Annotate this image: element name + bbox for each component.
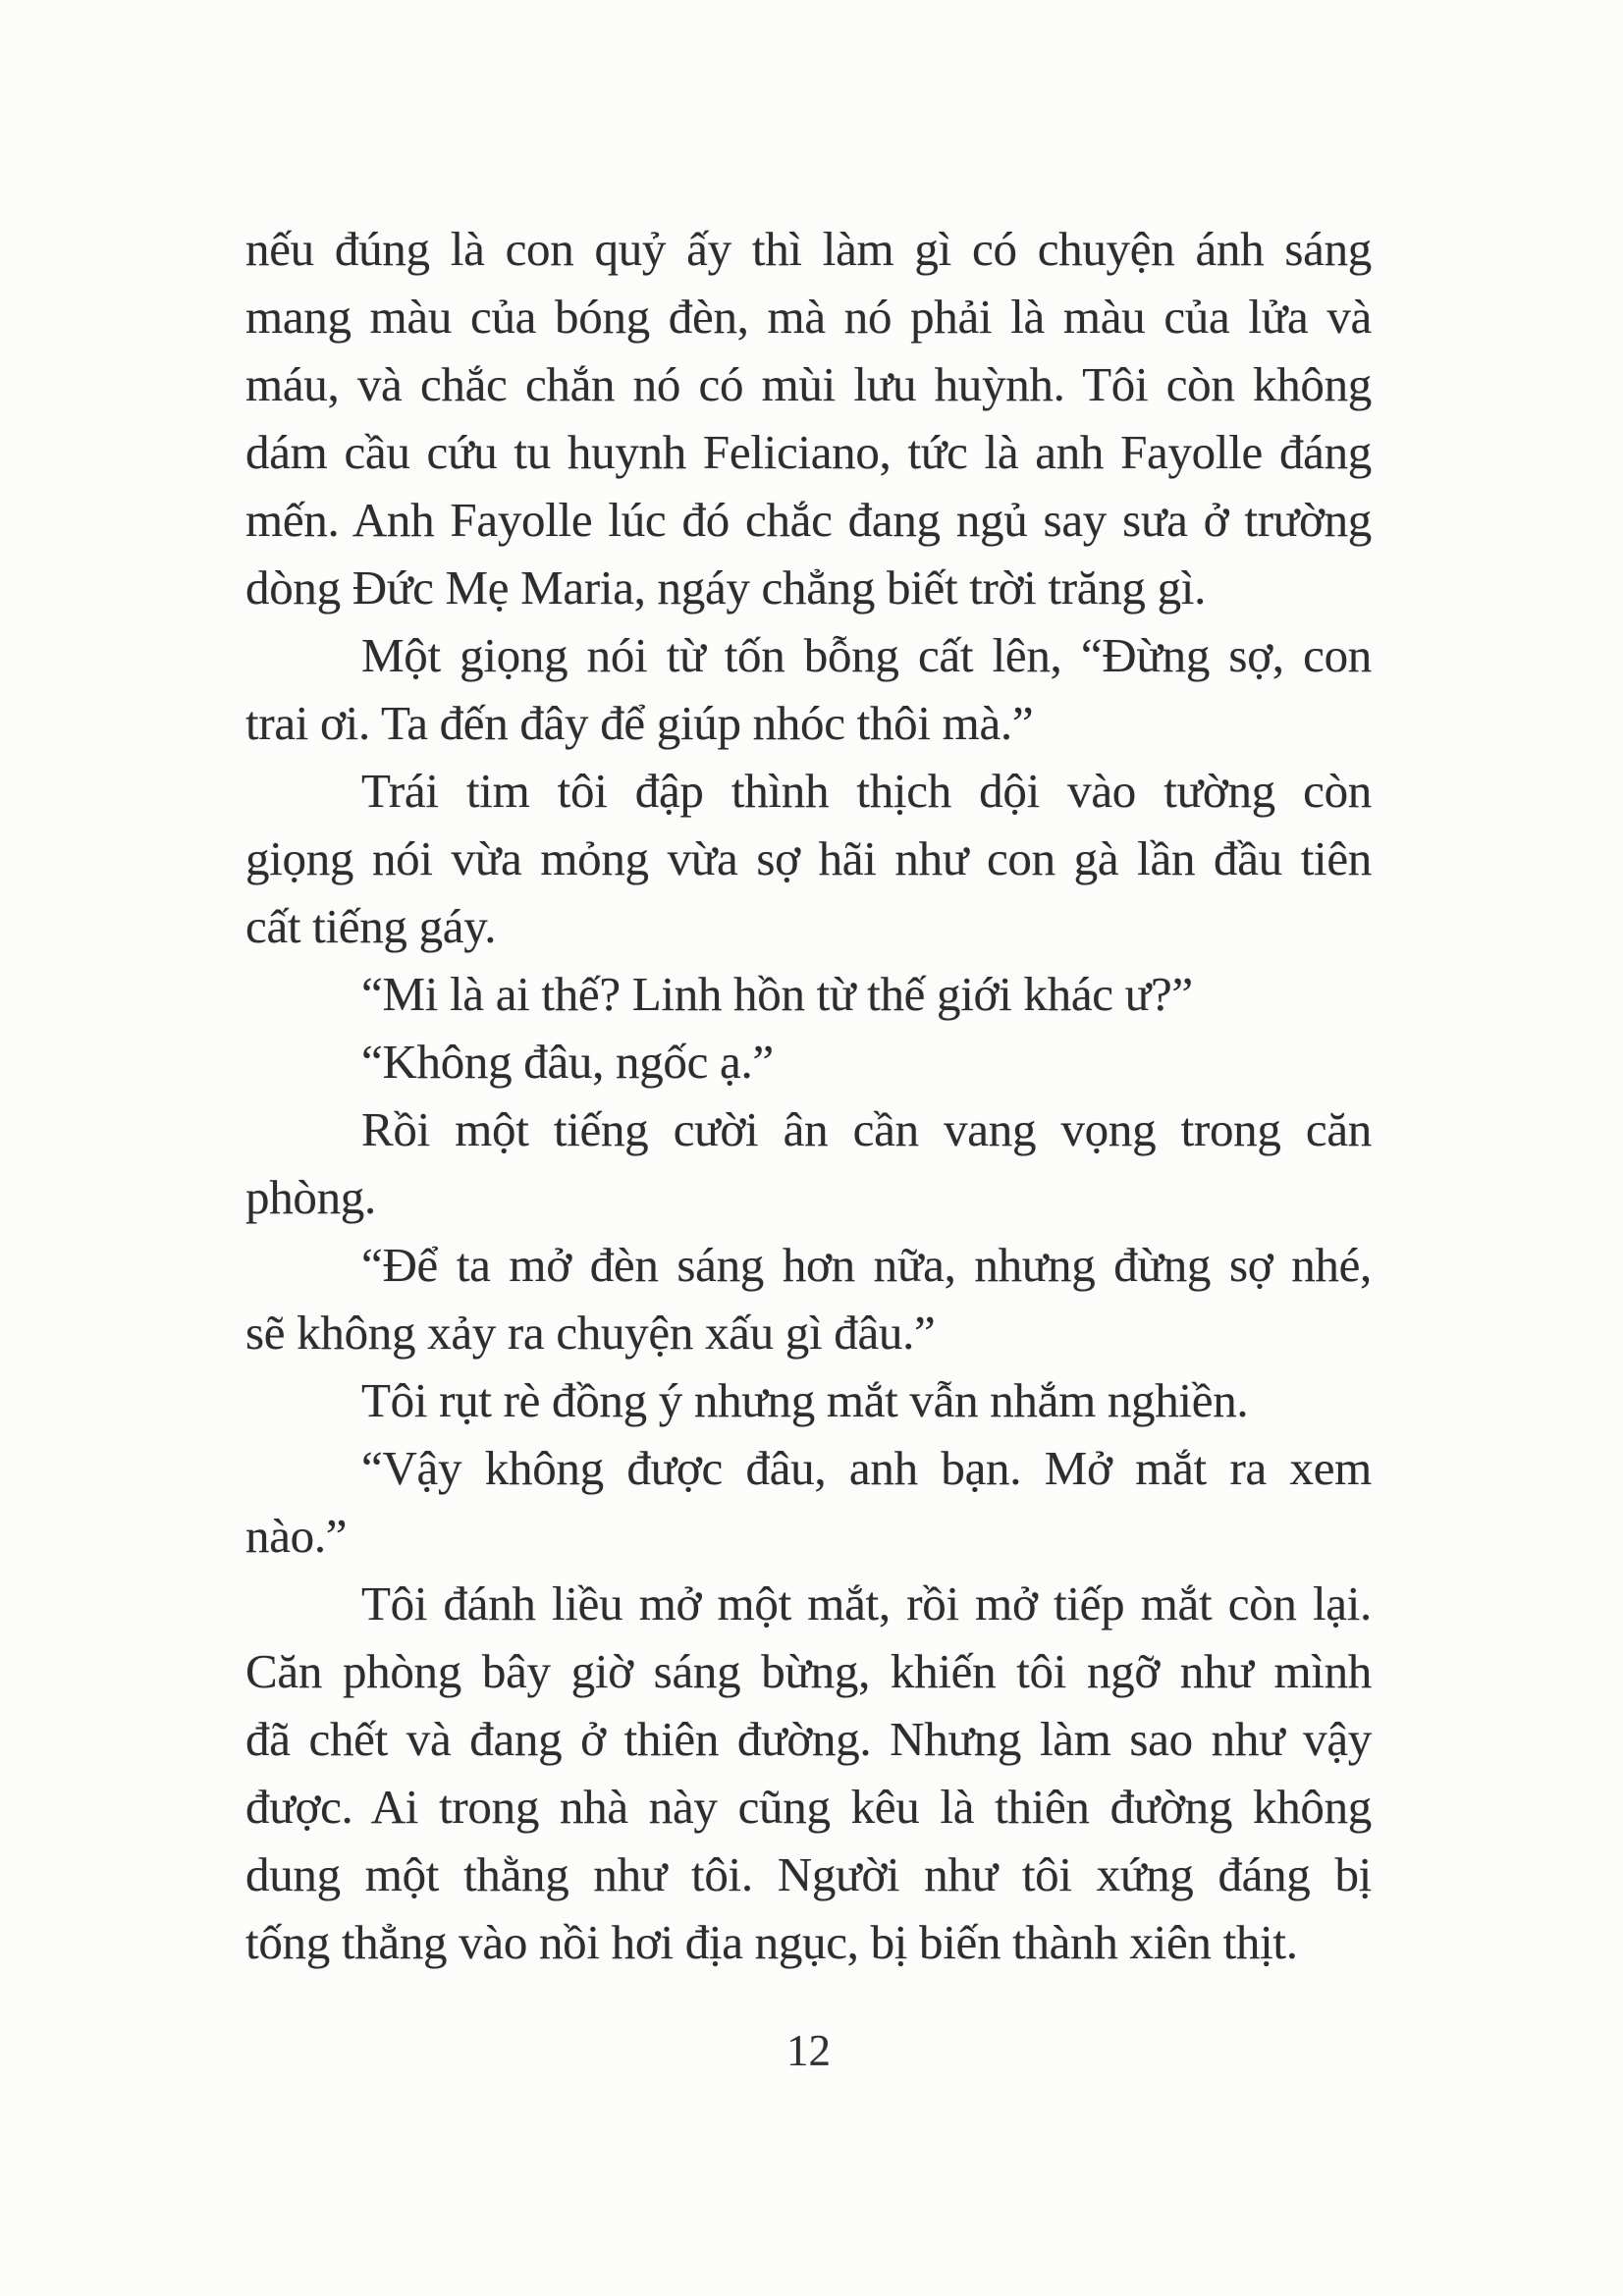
text-line: “Vậy không được đâu, anh bạn. Mở mắt ra xem: [361, 1441, 1372, 1495]
paragraph: [245, 1095, 1372, 1231]
text-line: nếu đúng là con quỷ ấy thì làm gì có chuyện ánh sáng: [245, 222, 1372, 276]
paragraph: [245, 215, 1372, 621]
paragraph: [245, 1366, 1372, 1434]
text-line: dòng Đức Mẹ Maria, ngáy chẳng biết trời trăng gì.: [245, 561, 1207, 614]
text-line: đã chết và đang ở thiên đường. Nhưng làm sao như vậy: [245, 1712, 1372, 1766]
text-line: giọng nói vừa mỏng vừa sợ hãi như con gà lần đầu tiên: [245, 831, 1372, 885]
text-block: [245, 215, 1372, 1976]
text-line: máu, và chắc chắn nó có mùi lưu huỳnh. Tôi còn không: [245, 357, 1372, 411]
text-line: mang màu của bóng đèn, mà nó phải là màu của lửa và: [245, 290, 1372, 344]
text-line: “Không đâu, ngốc ạ.”: [361, 1035, 774, 1089]
text-line: trai ơi. Ta đến đây để giúp nhóc thôi mà.”: [245, 696, 1034, 750]
text-line: được. Ai trong nhà này cũng kêu là thiên đường không: [245, 1780, 1372, 1834]
text-line: “Để ta mở đèn sáng hơn nữa, nhưng đừng sợ nhé,: [361, 1238, 1372, 1292]
text-line: Căn phòng bây giờ sáng bừng, khiến tôi ngỡ như mình: [245, 1644, 1372, 1698]
text-line: mến. Anh Fayolle lúc đó chắc đang ngủ say sưa ở trường: [245, 493, 1372, 547]
paragraph: [245, 621, 1372, 757]
paragraph: [245, 1028, 1372, 1095]
paragraph: [245, 757, 1372, 960]
text-line: Rồi một tiếng cười ân cần vang vọng trong căn: [361, 1102, 1372, 1156]
text-line: cất tiếng gáy.: [245, 899, 497, 953]
text-line: “Mi là ai thế? Linh hồn từ thế giới khác ư?”: [361, 967, 1193, 1021]
text-line: Tôi đánh liều mở một mắt, rồi mở tiếp mắt còn lại.: [361, 1576, 1372, 1630]
text-line: Một giọng nói từ tốn bỗng cất lên, “Đừng sợ, con: [361, 628, 1372, 682]
paragraph: [245, 1231, 1372, 1366]
text-line: sẽ không xảy ra chuyện xấu gì đâu.”: [245, 1306, 936, 1360]
text-line: Tôi rụt rè đồng ý nhưng mắt vẫn nhắm nghiền.: [361, 1373, 1249, 1427]
text-line: nào.”: [245, 1509, 348, 1563]
text-line: dám cầu cứu tu huynh Feliciano, tức là anh Fayolle đáng: [245, 425, 1372, 479]
text-line: Trái tim tôi đập thình thịch dội vào tường còn: [361, 764, 1372, 818]
text-line: dung một thằng như tôi. Người như tôi xứng đáng bị: [245, 1847, 1372, 1901]
paragraph: [245, 960, 1372, 1028]
text-line: phòng.: [245, 1170, 376, 1224]
page-number: 12: [786, 2026, 831, 2075]
text-line: tống thẳng vào nồi hơi địa ngục, bị biến thành xiên thịt.: [245, 1915, 1298, 1969]
paragraph: [245, 1434, 1372, 1570]
paragraph: [245, 1570, 1372, 1976]
